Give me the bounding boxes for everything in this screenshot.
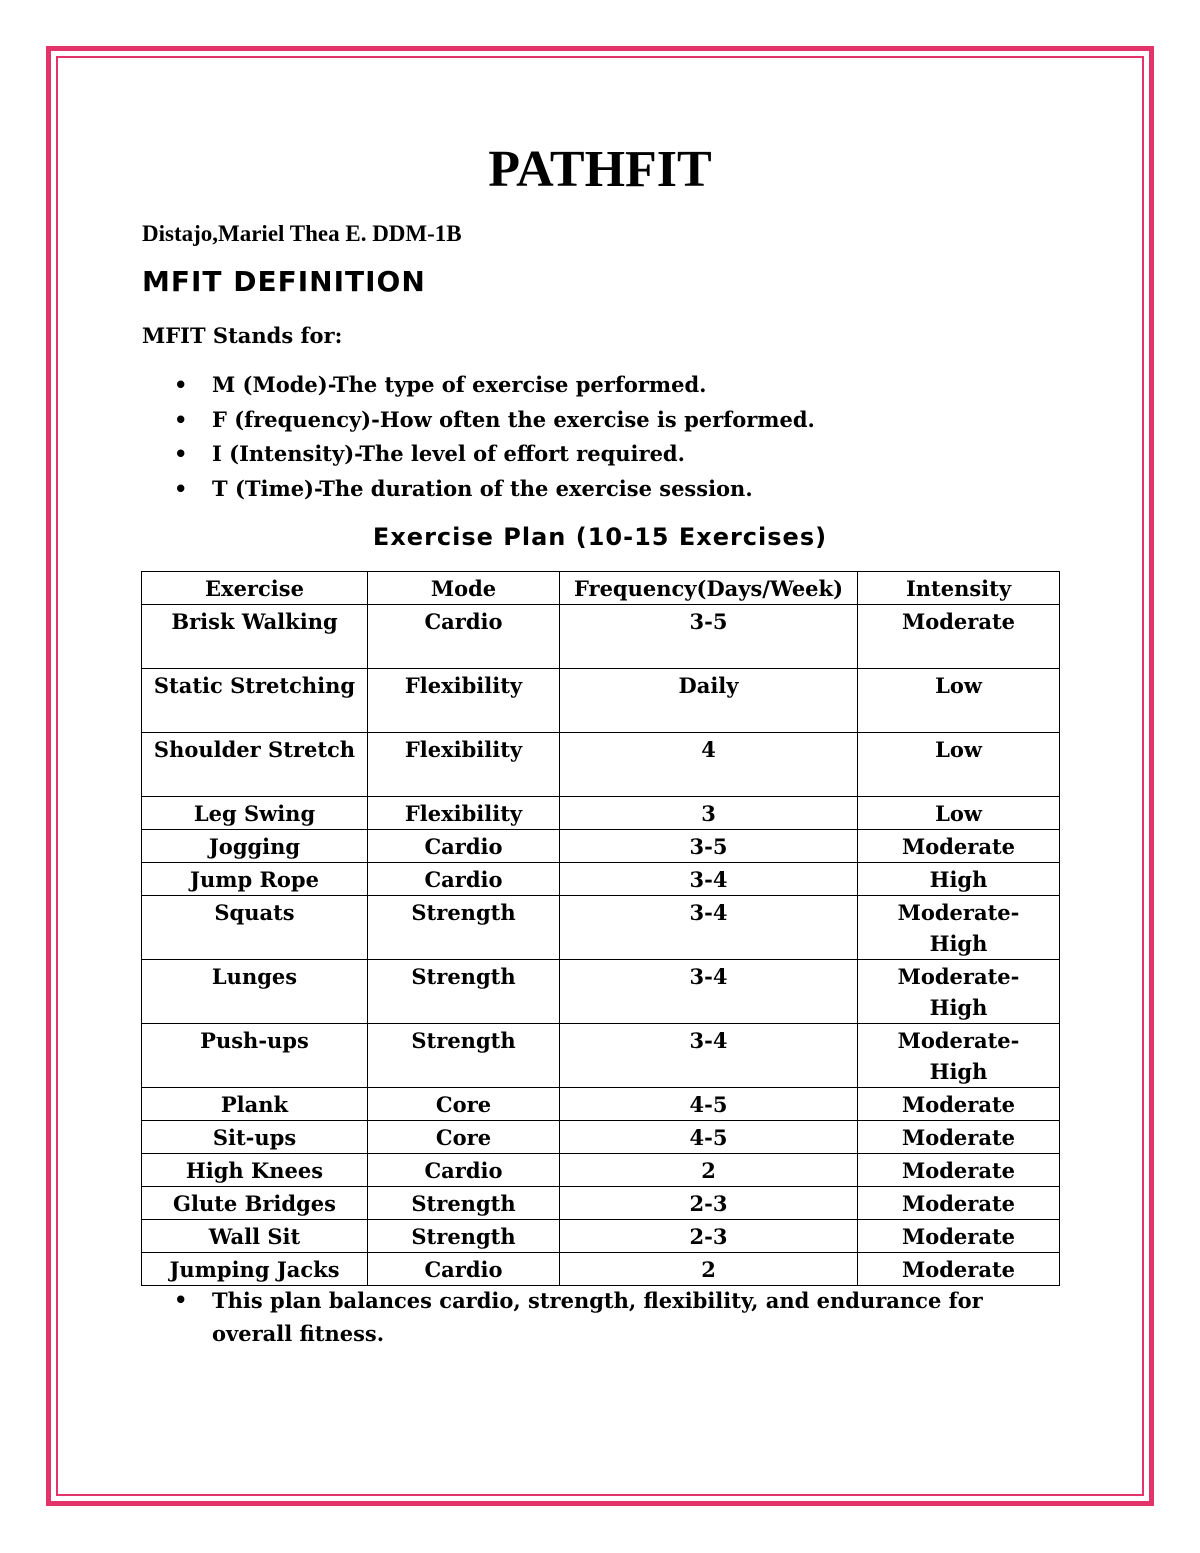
table-cell-frequency: 3-4 — [560, 896, 858, 960]
table-cell-mode: Flexibility — [368, 797, 560, 830]
table-row — [142, 1220, 1060, 1253]
table-cell-frequency: 2-3 — [560, 1220, 858, 1253]
table-cell-intensity: Moderate-High — [858, 896, 1060, 960]
summary-note-list — [142, 1284, 1002, 1350]
table-cell-exercise: Lunges — [142, 960, 368, 1024]
table-cell-intensity: Moderate — [858, 1121, 1060, 1154]
table-cell-frequency: 3-5 — [560, 605, 858, 669]
table-cell-exercise: Shoulder Stretch — [142, 733, 368, 797]
table-cell-mode: Cardio — [368, 830, 560, 863]
table-row — [142, 1024, 1060, 1088]
definition-item-intensity: • I (Intensity)-The level of effort required. — [142, 439, 815, 474]
table-cell-frequency: 3 — [560, 797, 858, 830]
table-cell-exercise: Wall Sit — [142, 1220, 368, 1253]
table-cell-intensity: Moderate — [858, 1253, 1060, 1286]
table-row — [142, 960, 1060, 1024]
table-cell-frequency: Daily — [560, 669, 858, 733]
column-header-intensity: Intensity — [858, 572, 1060, 605]
definition-item-frequency: • F (frequency)-How often the exercise is performed. — [142, 405, 815, 440]
table-cell-frequency: 2 — [560, 1154, 858, 1187]
table-cell-mode: Flexibility — [368, 733, 560, 797]
summary-note: • This plan balances cardio, strength, flexibility, and endurance for overall fitness. — [142, 1284, 1002, 1350]
column-header-mode: Mode — [368, 572, 560, 605]
table-cell-exercise: Squats — [142, 896, 368, 960]
table-cell-exercise: Static Stretching — [142, 669, 368, 733]
table-row — [142, 797, 1060, 830]
author-line: Distajo,Mariel Thea E. DDM-1B — [142, 221, 462, 246]
table-cell-exercise: Sit-ups — [142, 1121, 368, 1154]
table-cell-frequency: 3-4 — [560, 960, 858, 1024]
lead-text: MFIT Stands for: — [142, 323, 343, 348]
table-cell-mode: Strength — [368, 1220, 560, 1253]
table-cell-intensity: Moderate-High — [858, 960, 1060, 1024]
table-row — [142, 1121, 1060, 1154]
table-cell-mode: Flexibility — [368, 669, 560, 733]
table-cell-exercise: High Knees — [142, 1154, 368, 1187]
table-header-row — [142, 572, 1060, 605]
table-cell-frequency: 2 — [560, 1253, 858, 1286]
table-cell-mode: Cardio — [368, 605, 560, 669]
table-cell-exercise: Glute Bridges — [142, 1187, 368, 1220]
table-cell-exercise: Plank — [142, 1088, 368, 1121]
table-cell-exercise: Push-ups — [142, 1024, 368, 1088]
table-cell-exercise: Jumping Jacks — [142, 1253, 368, 1286]
table-cell-frequency: 4-5 — [560, 1121, 858, 1154]
table-cell-intensity: Moderate — [858, 830, 1060, 863]
table-row — [142, 1253, 1060, 1286]
table-cell-frequency: 3-4 — [560, 863, 858, 896]
table-cell-mode: Core — [368, 1088, 560, 1121]
column-header-frequency: Frequency(Days/Week) — [560, 572, 858, 605]
table-cell-intensity: Moderate — [858, 1088, 1060, 1121]
table-cell-exercise: Jump Rope — [142, 863, 368, 896]
table-cell-mode: Strength — [368, 1187, 560, 1220]
definition-item-mode: • M (Mode)-The type of exercise performed. — [142, 370, 815, 405]
table-cell-mode: Core — [368, 1121, 560, 1154]
table-cell-intensity: Moderate — [858, 1220, 1060, 1253]
table-cell-exercise: Leg Swing — [142, 797, 368, 830]
table-row — [142, 830, 1060, 863]
table-caption: Exercise Plan (10-15 Exercises) — [372, 523, 828, 551]
table-cell-intensity: Low — [858, 733, 1060, 797]
table-cell-mode: Strength — [368, 896, 560, 960]
column-header-exercise: Exercise — [142, 572, 368, 605]
table-cell-mode: Strength — [368, 960, 560, 1024]
table-row — [142, 669, 1060, 733]
table-cell-intensity: Moderate — [858, 605, 1060, 669]
table-row — [142, 1187, 1060, 1220]
table-cell-mode: Cardio — [368, 1253, 560, 1286]
table-cell-intensity: Low — [858, 669, 1060, 733]
table-row — [142, 863, 1060, 896]
table-row — [142, 1088, 1060, 1121]
table-cell-mode: Cardio — [368, 1154, 560, 1187]
definition-list — [142, 370, 815, 508]
table-cell-exercise: Jogging — [142, 830, 368, 863]
table-cell-mode: Strength — [368, 1024, 560, 1088]
table-cell-frequency: 2-3 — [560, 1187, 858, 1220]
table-cell-intensity: Moderate — [858, 1154, 1060, 1187]
definition-item-time: • T (Time)-The duration of the exercise session. — [142, 474, 815, 509]
page-title: PATHFIT — [488, 141, 712, 198]
table-row — [142, 896, 1060, 960]
table-body — [142, 605, 1060, 1286]
table-cell-frequency: 4 — [560, 733, 858, 797]
table-cell-intensity: Moderate — [858, 1187, 1060, 1220]
table-cell-mode: Cardio — [368, 863, 560, 896]
table-cell-intensity: Low — [858, 797, 1060, 830]
table-cell-frequency: 3-4 — [560, 1024, 858, 1088]
table-row — [142, 605, 1060, 669]
exercise-plan-table — [141, 571, 1060, 1286]
table-row — [142, 1154, 1060, 1187]
table-cell-frequency: 4-5 — [560, 1088, 858, 1121]
table-cell-exercise: Brisk Walking — [142, 605, 368, 669]
table-cell-intensity: High — [858, 863, 1060, 896]
table-cell-intensity: Moderate-High — [858, 1024, 1060, 1088]
section-heading: MFIT DEFINITION — [142, 265, 426, 298]
table-cell-frequency: 3-5 — [560, 830, 858, 863]
table-row — [142, 733, 1060, 797]
